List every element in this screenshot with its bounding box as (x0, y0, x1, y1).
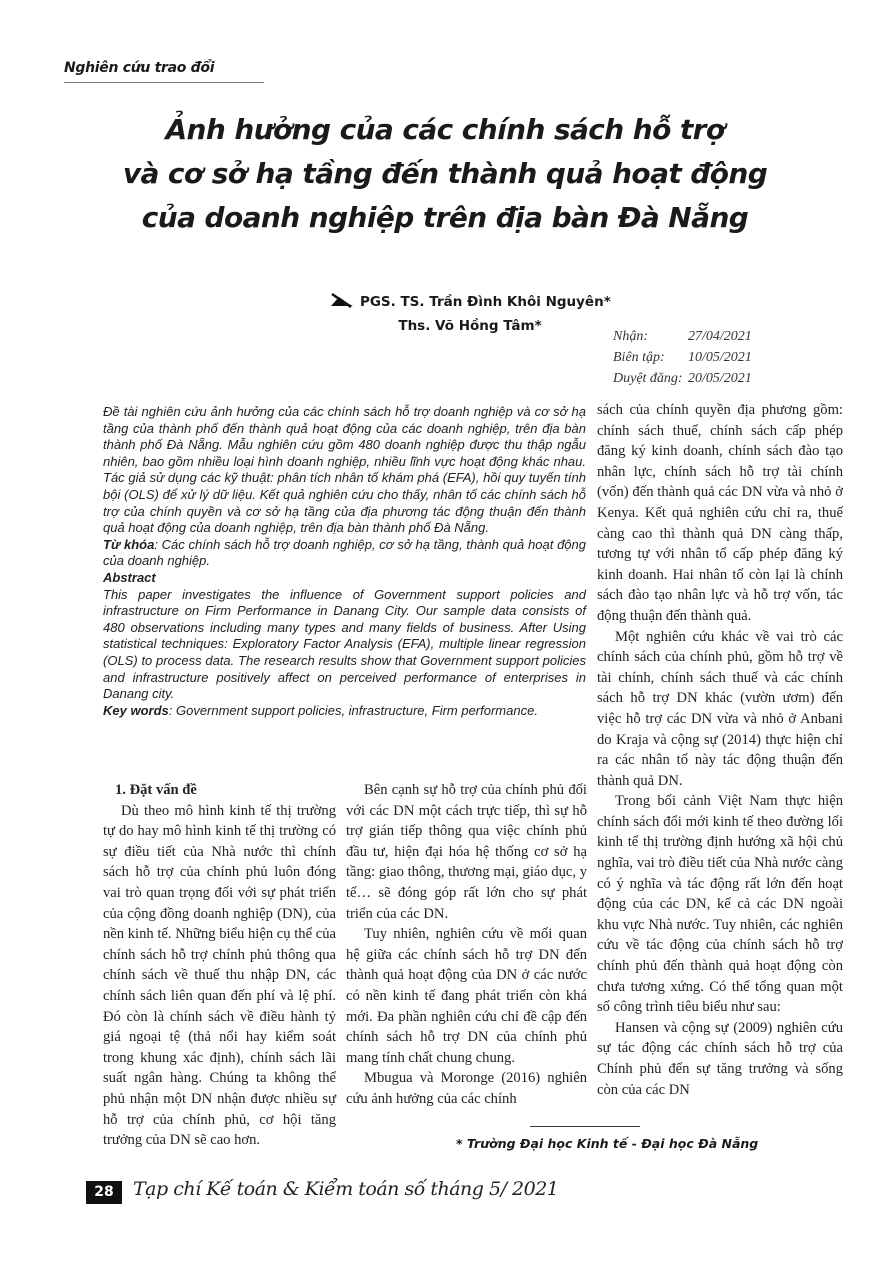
keywords-en-label: Key words (103, 702, 169, 718)
abstract-block (103, 404, 586, 719)
paragraph: Trong bối cảnh Việt Nam thực hiện chính sách đổi mới kinh tế theo đường lối kinh tế thị trường định hướng xã hội chủ nghĩa, vai trò điều tiết của Nhà nước càng có ý nghĩa và tác động rất lớn đến hoạt động của các DN, kể cả các DN ngoài khu vực Nhà nước. Tuy nhiên, các nghiên cứu về tác động của chính sách hỗ trợ chính phủ đến thành quả hoạt động còn chưa tương xứng. Có thể tổng quan một số công trình tiêu biểu như sau: (597, 793, 843, 1016)
date-value: 10/05/2021 (688, 350, 752, 365)
journal-name: Tạp chí Kế toán & Kiểm toán số tháng 5/ 2021 (133, 1178, 559, 1200)
section-divider (64, 82, 264, 83)
footnote-divider (530, 1126, 640, 1127)
paragraph: Hansen và cộng sự (2009) nghiên cứu sự tác động các chính sách hỗ trợ của Chính phủ đến sự tăng trưởng và sống còn của các DN (597, 1019, 843, 1098)
column-2 (346, 780, 587, 1110)
paragraph: Dù theo mô hình kinh tế thị trường tự do hay mô hình kinh tế thị trường có sự điều tiết của Nhà nước thì chính sách hỗ trợ của chính phủ luôn đóng vai trò quan trọng đối với sự phát triển của cộng đồng doanh nghiệp (DN), của nền kinh tế. Những biểu hiện cụ thể của chính sách hỗ trợ chính phủ thông qua chính sách về thuế thu nhập DN, các chính sách liên quan đến phí và lệ phí. Đó còn là chính sách về điều hành tỷ giá ngoại tệ (thả nổi hay kiểm soát trong khung xác định), chính sách lãi suất ngân hàng. Chúng ta không thể phủ nhận một DN nhận được nhiều sự hỗ trợ của chính phủ, cơ hội tăng trưởng của DN sẽ cao hơn. (103, 802, 336, 1149)
pen-icon (329, 292, 355, 308)
abstract-en: This paper investigates the influence of Government support policies and infrastructure on Firm Performance in Danang City. Our sample data consists of 480 observations including many types and many fields of business. After Using statistical techniques: Exploratory Factor Analysis (EFA), multiple linear regression (OLS) to process data. The research results show that Government support policies and infrastructure positively affect on perceived performance of enterprises in Danang city. (103, 586, 586, 702)
keywords-vi: : Các chính sách hỗ trợ doanh nghiệp, cơ sở hạ tầng, thành quả hoạt động của doanh nghiệp. (103, 536, 586, 569)
article-title (60, 108, 830, 240)
keywords-vi-label: Từ khóa (103, 536, 155, 552)
date-value: 20/05/2021 (688, 371, 752, 386)
paragraph: Mbugua và Moronge (2016) nghiên cứu ảnh hưởng của các chính (346, 1070, 587, 1107)
article-dates (613, 326, 752, 389)
abstract-en-label: Abstract (103, 569, 156, 585)
section-heading: 1. Đặt vấn đề (115, 782, 197, 798)
column-3 (597, 400, 843, 1100)
author-1: PGS. TS. Trần Đình Khôi Nguyên* (359, 294, 611, 310)
page-number: 28 (86, 1181, 122, 1204)
keywords-en: : Government support policies, infrastructure, Firm performance. (168, 702, 538, 718)
title-line: và cơ sở hạ tầng đến thành quả hoạt động (122, 157, 768, 190)
paragraph: Bên cạnh sự hỗ trợ của chính phủ đối với các DN một cách trực tiếp, thì sự hỗ trợ gián tiếp thông qua việc chính phủ đầu tư, hiện đại hóa hệ thống cơ sở hạ tầng: giao thông, thương mại, giáo dục, y tế… sẽ đóng góp rất lớn cho sự phát triển của các DN. (346, 782, 587, 922)
abstract-vi: Đề tài nghiên cứu ảnh hưởng của các chính sách hỗ trợ doanh nghiệp và cơ sở hạ tầng của thành phố đến thành quả hoạt động của các doanh nghiệp, trên địa bàn thành phố Đà Nẵng. Mẫu nghiên cứu gồm 480 doanh nghiệp được thu thập ngẫu nhiên, bao gồm nhiều loại hình doanh nghiệp, nhiều lĩnh vực hoạt động khác nhau. Tác giả sử dụng các kỹ thuật: phân tích nhân tố khám phá (EFA), hồi quy tuyến tính bội (OLS) để xử lý dữ liệu. Kết quả nghiên cứu cho thấy, nhân tố các chính sách hỗ trợ của chính quyền và cơ sở hạ tầng của địa phương tác động thuận đến thành quả hoạt động của doanh nghiệp, trên địa bàn thành phố Đà Nẵng. (103, 404, 586, 536)
paragraph: Tuy nhiên, nghiên cứu về mối quan hệ giữa các chính sách hỗ trợ DN đến thành quả hoạt động của DN ở các nước có nền kinh tế đang phát triển còn khá mới. Đa phần nghiên cứu chỉ đề cập đến chính sách hỗ trợ DN của chính phủ mang tính chất chung chung. (346, 926, 587, 1066)
title-line: Ảnh hưởng của các chính sách hỗ trợ (165, 113, 725, 146)
date-label: Biên tập: (613, 350, 665, 365)
authors (320, 290, 620, 338)
column-1 (103, 780, 336, 1151)
date-label: Duyệt đăng: (613, 371, 683, 386)
paragraph: sách của chính quyền địa phương gồm: chính sách thuế, chính sách cấp phép đăng ký kinh doanh, chính sách đào tạo nhân lực, chính sách hỗ trợ tài chính (vốn) đến thành quả các DN vừa và nhỏ ở Kenya. Kết quả nghiên cứu chỉ ra, thuế càng cao thì thành quả DN càng thấp, tương tự với nhân tố cấp phép đăng ký kinh doanh. Hai nhân tố còn lại là chính sách đào tạo nhân lực và hỗ trợ vốn, tác động thuận đến thành quả. (597, 402, 843, 624)
section-label: Nghiên cứu trao đổi (64, 60, 215, 76)
author-2: Ths. Võ Hồng Tâm* (398, 318, 542, 334)
date-label: Nhận: (613, 329, 648, 344)
paragraph: Một nghiên cứu khác về vai trò các chính sách của chính phủ, gồm hỗ trợ về tài chính, chính sách thuế và các chính sách hỗ trợ DN khác (vườn ươm) đến việc hỗ trợ các DN vừa và nhỏ ở Anbani do Kraja và cộng sự (2014) thực hiện chỉ ra các nhân tố này tác động thuận đến thành quả DN. (597, 628, 843, 789)
date-value: 27/04/2021 (688, 329, 752, 344)
affiliation-footnote: * Trường Đại học Kinh tế - Đại học Đà Nẵng (456, 1136, 759, 1151)
title-line: của doanh nghiệp trên địa bàn Đà Nẵng (141, 201, 749, 234)
